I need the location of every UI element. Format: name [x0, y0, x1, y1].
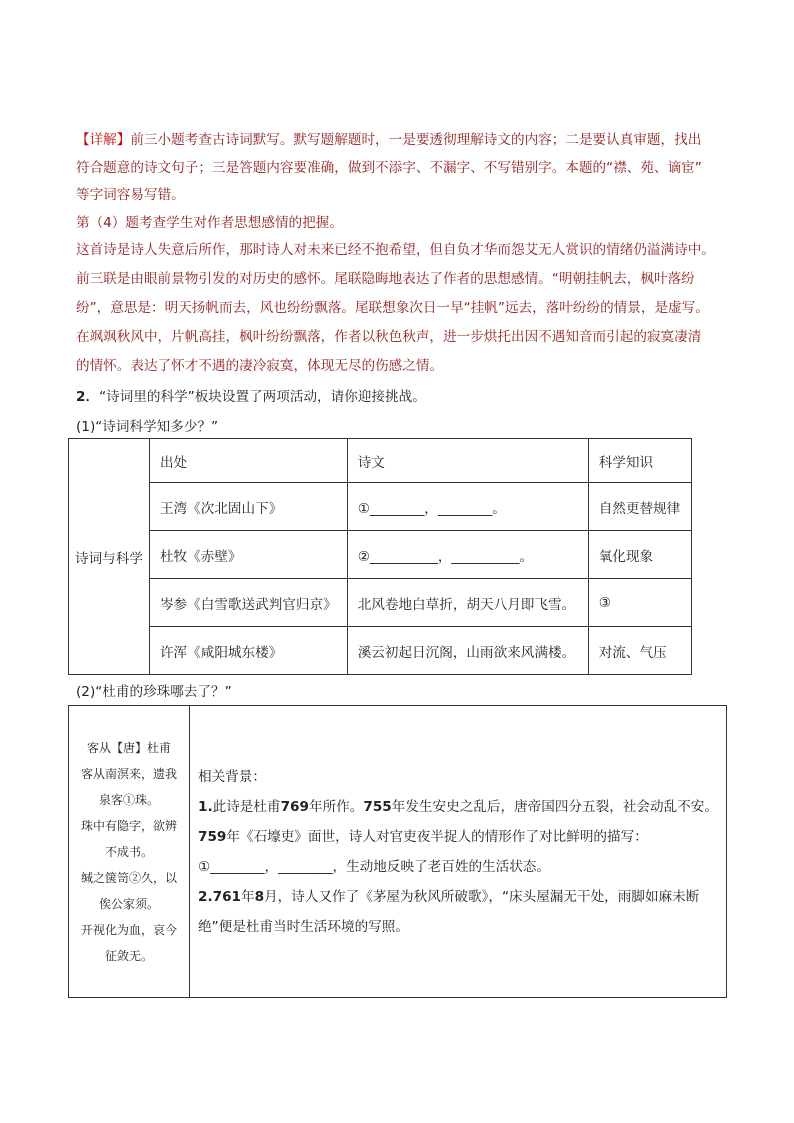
analysis-para-line: 的情怀。表达了怀才不遇的凄冷寂寞，体现无尽的伤感之情。 — [76, 358, 444, 374]
poem-line: 不成书。 — [104, 844, 153, 859]
poem-line: 俟公家须。 — [98, 896, 159, 911]
analysis-line-3: 等字词容易写错。 — [76, 187, 185, 203]
header-source: 出处 — [149, 439, 347, 483]
row-source: 杜牧《赤壁》 — [149, 531, 347, 579]
row-verse: ①________，________。 — [347, 483, 588, 531]
analysis-text: 前三小题考查古诗词默写。默写题解题时，一是要透彻理解诗文的内容；二是要认真审题，找出 — [130, 132, 702, 148]
row-knowledge: 氧化现象 — [588, 531, 691, 579]
poem-line: 缄之箧笥②久，以 — [80, 870, 177, 885]
header-verse: 诗文 — [347, 439, 588, 483]
poem-cell — [69, 706, 190, 998]
background-cell — [190, 706, 727, 998]
analysis-para-line: 在飒飒秋风中，片帆高挂，枫叶纷纷飘落，作者以秋色秋声，进一步烘托出因不遇知音而引起的寂寞凄清 — [76, 329, 702, 345]
analysis-para-line: 纷”，意思是：明天扬帆而去，风也纷纷飘落。尾联想象次日一早“挂帆”远去，落叶纷纷的情景，是虚写。 — [76, 300, 709, 316]
section-label: 诗词与科学 — [69, 439, 150, 675]
row-verse: 溪云初起日沉阁，山雨欲来风满楼。 — [347, 627, 588, 675]
table-row — [69, 531, 692, 579]
row-knowledge: ③ — [588, 579, 691, 627]
poem-line: 客从南溟来，遗我 — [80, 766, 177, 781]
question-2-intro — [76, 388, 426, 406]
poem-line: 珠中有隐字，欲辨 — [80, 818, 177, 833]
background-item-1-cont: 759年《石壕吏》面世，诗人对官吏夜半捉人的情形作了对比鲜明的描写： — [198, 828, 648, 845]
part-2-label: (2)“杜甫的珍珠哪去了？” — [76, 684, 232, 700]
table-row — [69, 579, 692, 627]
analysis-line-1 — [76, 131, 701, 149]
question-text: “诗词里的科学”板块设置了两项活动，请你迎接挑战。 — [99, 389, 426, 405]
analysis-label: 【详解】 — [76, 132, 131, 148]
poem-line: 征敛无。 — [104, 948, 153, 963]
science-table — [68, 438, 692, 675]
row-source: 岑参《白雪歌送武判官归京》 — [149, 579, 347, 627]
table-row — [69, 627, 692, 675]
row-knowledge: 自然更替规律 — [588, 483, 691, 531]
analysis-line-2: 符合题意的诗文句子；三是答题内容要准确，做到不添字、不漏字、不写错别字。本题的“襟、苑、谪宦” — [76, 160, 702, 176]
background-item-2: 2.761年8月，诗人又作了《茅屋为秋风所破歌》，“床头屋漏无干处，雨脚如麻未断 — [198, 888, 700, 905]
pearl-table — [68, 705, 727, 998]
row-verse: 北风卷地白草折，胡天八月即飞雪。 — [347, 579, 588, 627]
part-1-label: (1)“诗词科学知多少？” — [76, 419, 219, 435]
table-row — [69, 483, 692, 531]
background-title: 相关背景： — [198, 768, 266, 785]
row-verse: ②__________，__________。 — [347, 531, 588, 579]
header-knowledge: 科学知识 — [588, 439, 691, 483]
row-source: 王湾《次北固山下》 — [149, 483, 347, 531]
analysis-line-4: 第（4）题考查学生对作者思想感情的把握。 — [76, 215, 343, 231]
row-knowledge: 对流、气压 — [588, 627, 691, 675]
background-item-1: 1.此诗是杜甫769年所作。755年发生安史之乱后，唐帝国四分五裂，社会动乱不安。 — [198, 798, 718, 815]
row-source: 许浑《咸阳城东楼》 — [149, 627, 347, 675]
question-number: 2． — [76, 389, 100, 405]
background-blank: ①________，________，生动地反映了老百姓的生活状态。 — [198, 858, 551, 875]
analysis-para-line: 前三联是由眼前景物引发的对历史的感怀。尾联隐晦地表达了作者的思想感情。“明朝挂帆去，枫叶落纷 — [76, 271, 695, 287]
poem-line: 泉客①珠。 — [98, 792, 159, 807]
background-item-2-cont: 绝”便是杜甫当时生活环境的写照。 — [198, 918, 409, 935]
poem-line: 客从【唐】杜甫 — [86, 740, 171, 755]
poem-line: 开视化为血，哀今 — [80, 922, 177, 937]
analysis-para-line: 这首诗是诗人失意后所作，那时诗人对未来已经不抱希望，但自负才华而怨艾无人赏识的情绪仍溢满诗中。 — [76, 242, 715, 258]
